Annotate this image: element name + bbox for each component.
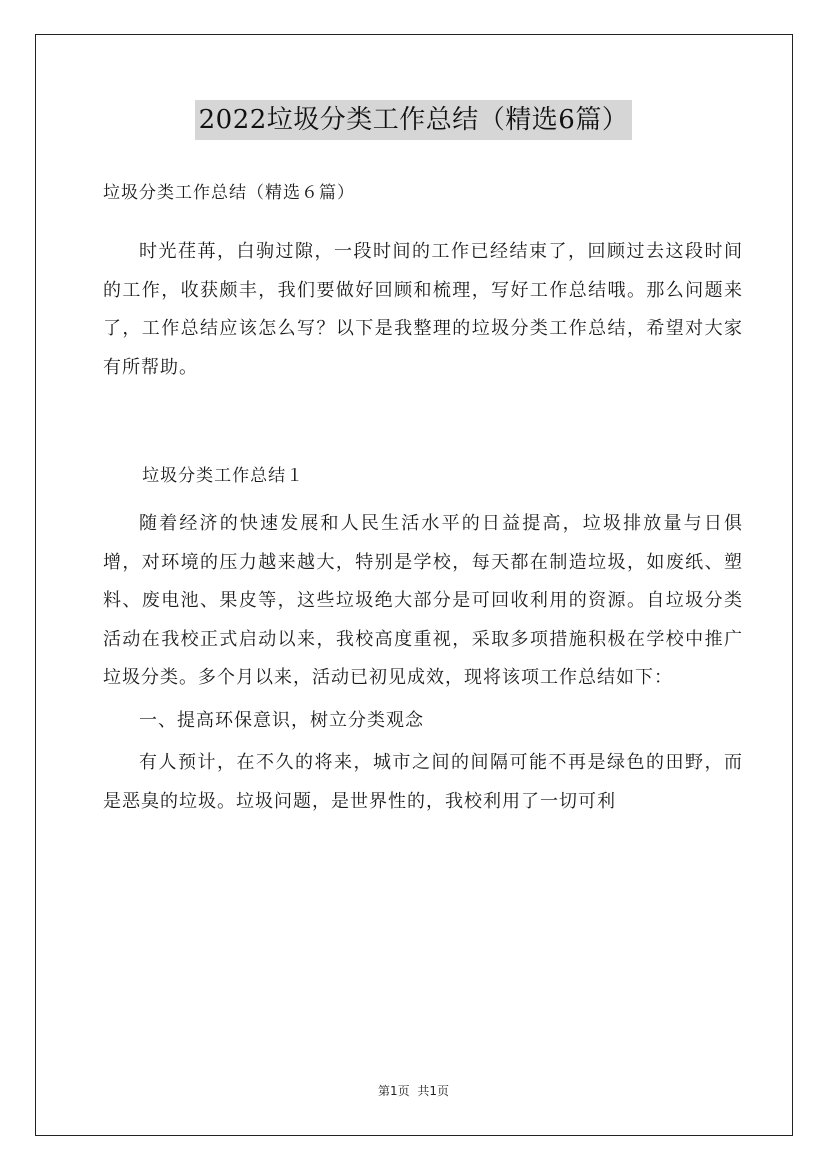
page-number-total: 共1页	[417, 1084, 450, 1098]
intro-paragraph: 时光荏苒，白驹过隙，一段时间的工作已经结束了，回顾过去这段时间的工作，收获颇丰，我们要做好回顾和梳理，写好工作总结哦。那么问题来了，工作总结应该怎么写？以下是我整理的垃圾分类工作总结，希望对大家有所帮助。	[103, 241, 743, 378]
title-container	[0, 100, 827, 140]
section-heading: 垃圾分类工作总结１	[142, 466, 305, 486]
body-paragraph: 随着经济的快速发展和人民生活水平的日益提高，垃圾排放量与日俱增，对环境的压力越来越大，特别是学校，每天都在制造垃圾，如废纸、塑料、废电池、果皮等，这些垃圾绝大部分是可回收利用的资源。自垃圾分类活动在我校正式启动以来，我校高度重视，采取多项措施积极在学校中推广垃圾分类。多个月以来，活动已初见成效，现将该项工作总结如下：	[103, 513, 743, 688]
subsection-heading: 一、提高环保意识，树立分类观念	[139, 709, 424, 731]
page-number-current: 第1页	[377, 1084, 410, 1098]
document-body	[103, 175, 743, 821]
body-paragraph: 有人预计，在不久的将来，城市之间的间隔可能不再是绿色的田野，而是恶臭的垃圾。垃圾问题，是世界性的，我校利用了一切可利	[103, 752, 743, 812]
page-footer	[0, 1082, 827, 1099]
document-subtitle: 垃圾分类工作总结（精选６篇）	[103, 183, 355, 203]
document-title: 2022垃圾分类工作总结（精选6篇）	[195, 100, 633, 140]
